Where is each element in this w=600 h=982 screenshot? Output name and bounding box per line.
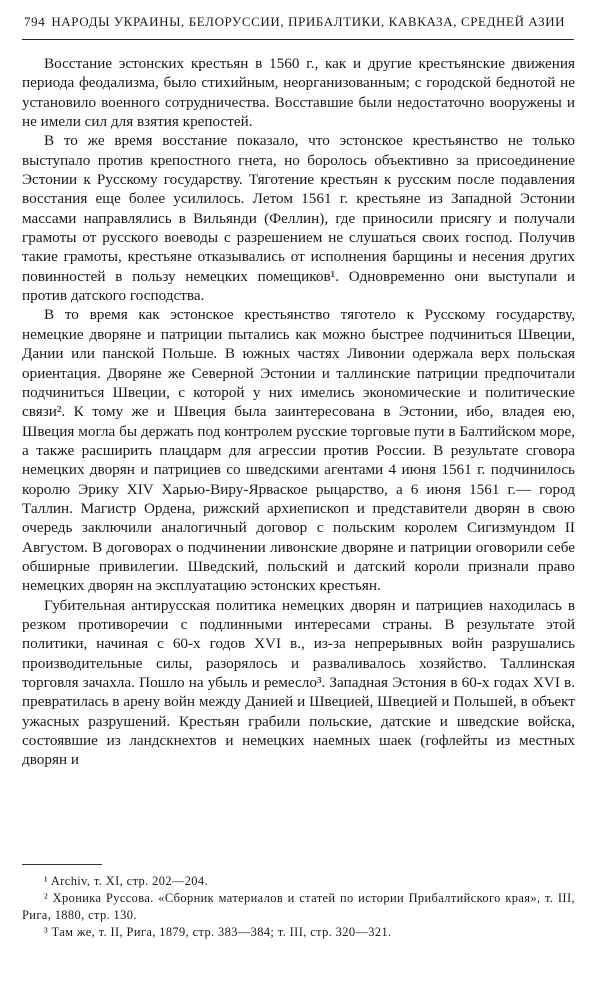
footnote-rule	[22, 864, 102, 865]
paragraph: В то время как эстонское крестьянство тяготело к Русскому государству, немецкие дворяне и патриции пытались как можно быстрее подчиниться Швеции, Дании или панской Польше. В южных частях Ливонии одержала верх польская ориентация. Дворяне же Северной Эстонии и таллинские патриции предпочитали подчиниться Швеции, с которой у них имелись экономические и политические связи². К тому же и Швеция была заинтересована в Эстонии, ибо, владея ею, Швеция могла бы держать под контролем русские торговые пути в Балтийском море, а также расширить плацдарм для агрессии против России. В результате сговора немецких дворян и патрициев со шведскими агентами 4 июня 1561 г. подчинилось королю Эрику XIV Харью-Виру-Ярваское рыцарство, а 6 июня 1561 г.— город Таллин. Магистр Ордена, рижский архиепископ и представители дворян в свою очередь заключили аналогичный договор с польским королем Сигизмундом II Августом. В договорах о подчинении ливонские дворяне и патриции оговорили себе обширные привилегии. Шведский, польский и датский короли признали право немецких дворян на эксплуатацию эстонских крестьян.	[22, 306, 575, 595]
footnotes	[22, 873, 575, 941]
paragraph: В то же время восстание показало, что эстонское крестьянство не только выступало против крепостного гнета, но боролось объективно за присоединение Эстонии к Русскому государству. Тяготение крестьян к русским после подавления восстания еще более усилилось. Летом 1561 г. крестьяне из Западной Эстонии массами направлялись в Вильянди (Феллин), где приносили присягу и получали грамоты от русского воеводы с разрешением не слушаться своих господ. Получив такие грамоты, крестьяне отказывались от исполнения барщины и несения других повинностей в пользу немецких помещиков¹. Одновременно они выступали и против датского господства.	[22, 132, 575, 305]
footnote: ² Хроника Руссова. «Сборник материалов и статей по истории Прибалтийского края», т. III, Рига, 1880, стр. 130.	[22, 891, 575, 922]
footnote: ³ Там же, т. II, Рига, 1879, стр. 383—384; т. III, стр. 320—321.	[44, 925, 392, 939]
paragraph: Восстание эстонских крестьян в 1560 г., как и другие крестьянские движения периода феодализма, было стихийным, неорганизованным; с городской беднотой не установило военного сотрудничества. Восставшие были недостаточно вооружены и не имели сил для взятия крепостей.	[22, 55, 575, 131]
page-header	[24, 14, 574, 30]
running-title: НАРОДЫ УКРАИНЫ, БЕЛОРУССИИ, ПРИБАЛТИКИ, КАВКАЗА, СРЕДНЕЙ АЗИИ	[51, 14, 566, 29]
footnote: ¹ Archiv, т. XI, стр. 202—204.	[44, 874, 208, 888]
header-rule	[22, 39, 574, 40]
paragraph: Губительная антирусская политика немецких дворян и патрициев находилась в резком противоречии с подлинными интересами страны. В результате этой политики, начиная с 60-х годов XVI в., из-за непрерывных войн разрушались производительные силы, разорялось и разваливалось хозяйство. Таллинская торговля зачахла. Пошло на убыль и ремесло³. Западная Эстония в 60-х годах XVI в. превратилась в арену войн между Данией и Швецией, Швецией и Польшей, в объект ужасных разрушений. Крестьян грабили польские, датские и шведские войска, состоявшие из ландскнехтов и немецких наемных шаек (гофлейты из местных дворян и	[22, 596, 575, 769]
main-text	[22, 54, 575, 770]
page-number: 794	[24, 14, 46, 29]
